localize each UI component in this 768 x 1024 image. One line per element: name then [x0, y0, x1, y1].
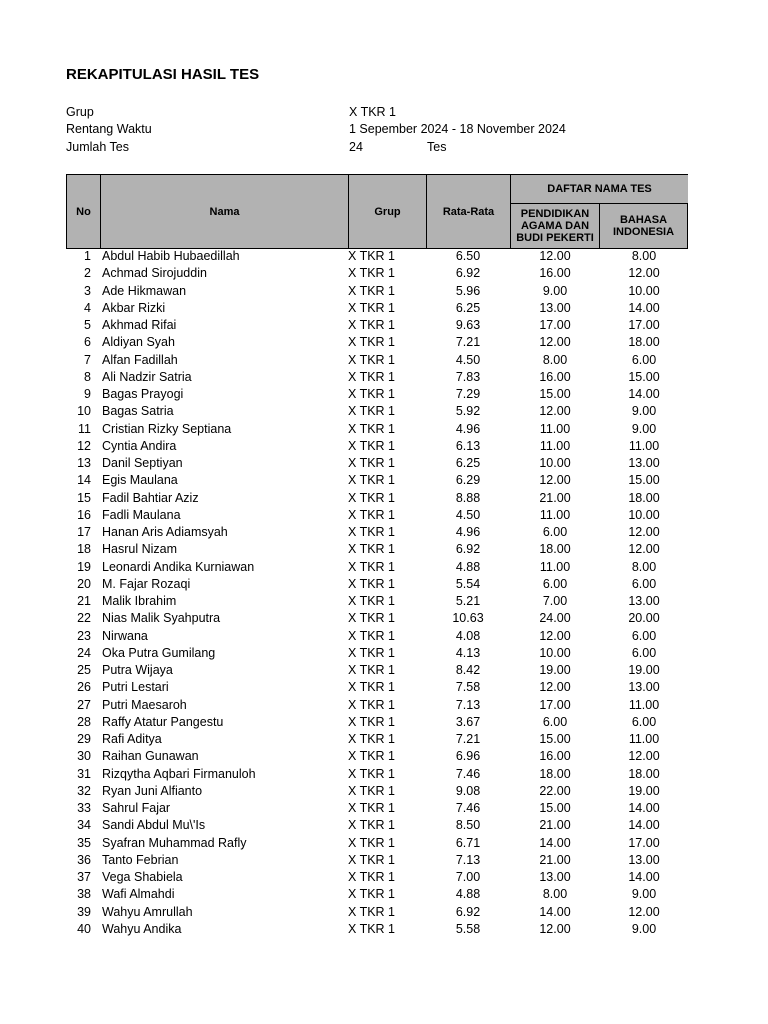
cell-grup: X TKR 1	[348, 697, 396, 712]
cell-rata-rata: 7.58	[455, 680, 481, 695]
cell-nama: Bagas Satria	[102, 404, 174, 419]
cell-rata-rata: 9.63	[455, 318, 481, 332]
cell-grup: X TKR 1	[348, 473, 396, 488]
table-row	[66, 852, 688, 869]
cell-subject-2: 14.00	[628, 818, 660, 833]
cell-nama: Rafi Aditya	[102, 732, 162, 746]
cell-rata-rata: 6.71	[455, 835, 481, 850]
cell-nama: Putri Lestari	[102, 680, 169, 695]
cell-grup: X TKR 1	[348, 318, 396, 332]
cell-no: 39	[77, 904, 91, 919]
table-row	[66, 386, 688, 403]
cell-rata-rata: 6.92	[455, 266, 481, 281]
table-row	[66, 697, 688, 714]
cell-subject-2: 8.00	[631, 249, 657, 263]
info-jumlah-value: 24	[349, 140, 363, 154]
info-rentang-value: 1 Sepember 2024 - 18 November 2024	[349, 122, 566, 136]
cell-subject-1: 21.00	[539, 490, 571, 505]
cell-subject-1: 21.00	[539, 818, 571, 833]
cell-subject-2: 15.00	[628, 473, 660, 488]
cell-rata-rata: 6.25	[455, 456, 481, 470]
cell-rata-rata: 6.96	[455, 749, 481, 764]
cell-subject-2: 18.00	[628, 335, 660, 350]
cell-nama: Syafran Muhammad Rafly	[102, 835, 247, 850]
table-row	[66, 576, 688, 593]
cell-subject-2: 14.00	[628, 870, 660, 884]
cell-subject-2: 9.00	[631, 921, 657, 936]
cell-nama: Putri Maesaroh	[102, 697, 187, 712]
cell-no: 24	[77, 645, 91, 660]
cell-grup: X TKR 1	[348, 438, 396, 453]
cell-grup: X TKR 1	[348, 714, 396, 729]
cell-grup: X TKR 1	[348, 645, 396, 660]
table-row	[66, 490, 688, 507]
cell-subject-1: 14.00	[539, 835, 571, 850]
table-row	[66, 421, 688, 438]
cell-nama: Hanan Aris Adiamsyah	[102, 525, 228, 539]
cell-nama: Oka Putra Gumilang	[102, 645, 216, 660]
cell-nama: Abdul Habib Hubaedillah	[102, 249, 240, 263]
cell-grup: X TKR 1	[348, 421, 396, 436]
cell-grup: X TKR 1	[348, 507, 396, 522]
cell-subject-2: 8.00	[631, 559, 657, 574]
cell-grup: X TKR 1	[348, 870, 396, 884]
cell-nama: Cristian Rizky Septiana	[102, 421, 232, 436]
cell-subject-2: 19.00	[628, 663, 660, 677]
cell-grup: X TKR 1	[348, 921, 396, 936]
cell-nama: Wafi Almahdi	[102, 887, 175, 902]
header-rata-rata: Rata-Rata	[426, 174, 511, 249]
cell-nama: Ryan Juni Alfianto	[102, 783, 203, 798]
cell-nama: Fadli Maulana	[102, 507, 181, 522]
cell-subject-1: 11.00	[539, 421, 571, 436]
cell-grup: X TKR 1	[348, 266, 396, 281]
cell-nama: Hasrul Nizam	[102, 542, 178, 557]
cell-rata-rata: 5.21	[455, 594, 481, 608]
cell-no: 19	[77, 559, 91, 574]
cell-no: 15	[77, 490, 91, 505]
table-row	[66, 593, 688, 610]
cell-subject-1: 7.00	[542, 594, 568, 608]
cell-subject-1: 12.00	[539, 921, 571, 936]
cell-no: 25	[77, 663, 91, 677]
cell-nama: Ade Hikmawan	[102, 283, 187, 298]
table-row	[66, 317, 688, 334]
header-no: No	[66, 174, 101, 249]
cell-subject-1: 12.00	[539, 680, 571, 695]
cell-rata-rata: 4.50	[455, 352, 481, 367]
cell-grup: X TKR 1	[348, 783, 396, 798]
table-row	[66, 248, 688, 265]
cell-nama: Vega Shabiela	[102, 870, 183, 884]
table-row	[66, 507, 688, 524]
cell-nama: Sandi Abdul Mu\'Is	[102, 818, 206, 833]
cell-no: 6	[84, 335, 91, 350]
cell-no: 36	[77, 852, 91, 867]
cell-grup: X TKR 1	[348, 628, 396, 643]
cell-subject-1: 10.00	[539, 456, 571, 470]
cell-no: 18	[77, 542, 91, 557]
cell-subject-2: 10.00	[628, 283, 660, 298]
cell-rata-rata: 7.46	[455, 801, 481, 815]
table-row	[66, 283, 688, 300]
cell-nama: M. Fajar Rozaqi	[102, 576, 191, 591]
table-row	[66, 334, 688, 351]
cell-rata-rata: 8.42	[455, 663, 481, 677]
cell-subject-2: 19.00	[628, 783, 660, 798]
cell-grup: X TKR 1	[348, 611, 396, 626]
cell-subject-2: 17.00	[628, 318, 660, 332]
table-row	[66, 921, 688, 938]
cell-grup: X TKR 1	[348, 283, 396, 298]
cell-no: 9	[84, 387, 91, 401]
cell-grup: X TKR 1	[348, 335, 396, 350]
cell-subject-1: 10.00	[539, 645, 571, 660]
cell-subject-1: 11.00	[539, 559, 571, 574]
info-jumlah-unit: Tes	[427, 140, 447, 154]
cell-rata-rata: 6.92	[455, 904, 481, 919]
cell-subject-2: 13.00	[628, 680, 660, 695]
cell-no: 14	[77, 473, 91, 488]
table-row	[66, 817, 688, 834]
cell-subject-2: 13.00	[628, 456, 660, 470]
cell-nama: Aldiyan Syah	[102, 335, 175, 350]
cell-subject-2: 13.00	[628, 594, 660, 608]
cell-subject-1: 12.00	[539, 404, 571, 419]
cell-no: 16	[77, 507, 91, 522]
cell-grup: X TKR 1	[348, 456, 396, 470]
cell-subject-2: 12.00	[628, 525, 660, 539]
cell-subject-1: 22.00	[539, 783, 571, 798]
info-grup-value: X TKR 1	[349, 105, 397, 119]
cell-subject-2: 12.00	[628, 266, 660, 281]
table-row	[66, 300, 688, 317]
cell-grup: X TKR 1	[348, 559, 396, 574]
cell-no: 28	[77, 714, 91, 729]
cell-subject-2: 9.00	[631, 887, 657, 902]
cell-subject-2: 20.00	[628, 611, 660, 626]
cell-rata-rata: 7.29	[455, 387, 481, 401]
cell-subject-1: 17.00	[539, 697, 571, 712]
cell-rata-rata: 6.25	[455, 300, 481, 315]
table-row	[66, 835, 688, 852]
cell-subject-2: 13.00	[628, 852, 660, 867]
table-row	[66, 541, 688, 558]
cell-subject-2: 18.00	[628, 766, 660, 781]
table-row	[66, 800, 688, 817]
table-row	[66, 369, 688, 386]
cell-grup: X TKR 1	[348, 749, 396, 764]
cell-subject-1: 15.00	[539, 732, 571, 746]
cell-rata-rata: 5.58	[455, 921, 481, 936]
cell-subject-2: 9.00	[631, 421, 657, 436]
cell-no: 12	[77, 438, 91, 453]
cell-grup: X TKR 1	[348, 835, 396, 850]
table-row	[66, 559, 688, 576]
table-row	[66, 748, 688, 765]
cell-no: 27	[77, 697, 91, 712]
cell-subject-1: 12.00	[539, 473, 571, 488]
cell-subject-2: 12.00	[628, 749, 660, 764]
cell-grup: X TKR 1	[348, 542, 396, 557]
cell-subject-2: 14.00	[628, 387, 660, 401]
cell-nama: Sahrul Fajar	[102, 801, 171, 815]
cell-subject-1: 15.00	[539, 801, 571, 815]
cell-no: 11	[78, 421, 91, 436]
cell-subject-2: 18.00	[628, 490, 660, 505]
cell-no: 32	[77, 783, 91, 798]
cell-subject-2: 6.00	[631, 576, 657, 591]
cell-rata-rata: 7.00	[455, 870, 481, 884]
cell-rata-rata: 4.88	[455, 887, 481, 902]
cell-nama: Raffy Atatur Pangestu	[102, 714, 224, 729]
cell-no: 17	[77, 525, 91, 539]
cell-no: 22	[77, 611, 91, 626]
table-row	[66, 869, 688, 886]
cell-no: 40	[77, 921, 91, 936]
cell-no: 5	[84, 318, 91, 332]
table-row	[66, 472, 688, 489]
table-row	[66, 438, 688, 455]
cell-nama: Danil Septiyan	[102, 456, 183, 470]
cell-subject-1: 16.00	[539, 369, 571, 384]
cell-rata-rata: 6.13	[455, 438, 481, 453]
cell-rata-rata: 8.88	[455, 490, 481, 505]
info-jumlah-label: Jumlah Tes	[66, 140, 129, 154]
cell-no: 23	[77, 628, 91, 643]
cell-rata-rata: 6.50	[455, 249, 481, 263]
cell-nama: Ali Nadzir Satria	[102, 369, 192, 384]
cell-no: 4	[84, 300, 91, 315]
cell-nama: Achmad Sirojuddin	[102, 266, 207, 281]
cell-subject-1: 8.00	[542, 887, 568, 902]
table-row	[66, 645, 688, 662]
cell-subject-1: 18.00	[539, 766, 571, 781]
cell-no: 33	[77, 801, 91, 815]
cell-subject-2: 11.00	[628, 732, 660, 746]
cell-nama: Rizqytha Aqbari Firmanuloh	[102, 766, 256, 781]
cell-rata-rata: 4.13	[455, 645, 481, 660]
cell-no: 1	[84, 249, 91, 263]
cell-subject-1: 6.00	[542, 714, 568, 729]
cell-grup: X TKR 1	[348, 818, 396, 833]
cell-subject-2: 14.00	[628, 801, 660, 815]
header-subject-1: PENDIDIKAN AGAMA DAN BUDI PEKERTI	[510, 203, 600, 249]
cell-nama: Akbar Rizki	[102, 300, 166, 315]
cell-grup: X TKR 1	[348, 369, 396, 384]
cell-subject-2: 10.00	[628, 507, 660, 522]
cell-nama: Bagas Prayogi	[102, 387, 184, 401]
cell-nama: Cyntia Andira	[102, 438, 177, 453]
cell-no: 26	[77, 680, 91, 695]
cell-subject-2: 12.00	[628, 904, 660, 919]
cell-grup: X TKR 1	[348, 387, 396, 401]
table-row	[66, 352, 688, 369]
cell-rata-rata: 5.92	[455, 404, 481, 419]
table-row	[66, 766, 688, 783]
cell-grup: X TKR 1	[348, 404, 396, 419]
cell-grup: X TKR 1	[348, 525, 396, 539]
header-grup: Grup	[348, 174, 427, 249]
cell-subject-1: 12.00	[539, 249, 571, 263]
table-row	[66, 679, 688, 696]
cell-no: 10	[77, 404, 91, 419]
cell-grup: X TKR 1	[348, 766, 396, 781]
cell-subject-1: 11.00	[539, 507, 571, 522]
cell-rata-rata: 4.88	[455, 559, 481, 574]
cell-rata-rata: 7.13	[455, 852, 481, 867]
cell-rata-rata: 6.29	[455, 473, 481, 488]
cell-nama: Alfan Fadillah	[102, 352, 178, 367]
cell-subject-2: 11.00	[628, 438, 660, 453]
cell-no: 7	[84, 352, 91, 367]
cell-subject-1: 12.00	[539, 628, 571, 643]
cell-nama: Fadil Bahtiar Aziz	[102, 490, 199, 505]
cell-nama: Malik Ibrahim	[102, 594, 177, 608]
table-row	[66, 714, 688, 731]
cell-subject-1: 16.00	[539, 266, 571, 281]
header-subject-2: BAHASA INDONESIA	[599, 203, 688, 249]
cell-rata-rata: 4.96	[455, 421, 481, 436]
cell-subject-1: 9.00	[542, 283, 568, 298]
cell-nama: Wahyu Andika	[102, 921, 182, 936]
cell-subject-1: 6.00	[542, 576, 568, 591]
table-row	[66, 662, 688, 679]
cell-no: 13	[77, 456, 91, 470]
cell-subject-1: 17.00	[539, 318, 571, 332]
cell-subject-1: 18.00	[539, 542, 571, 557]
cell-subject-2: 15.00	[628, 369, 660, 384]
cell-subject-2: 9.00	[631, 404, 657, 419]
cell-grup: X TKR 1	[348, 887, 396, 902]
cell-grup: X TKR 1	[348, 352, 396, 367]
cell-nama: Akhmad Rifai	[102, 318, 177, 332]
cell-rata-rata: 7.21	[455, 732, 481, 746]
cell-subject-1: 6.00	[542, 525, 568, 539]
cell-nama: Nias Malik Syahputra	[102, 611, 221, 626]
cell-subject-1: 13.00	[539, 870, 571, 884]
cell-subject-2: 11.00	[628, 697, 660, 712]
cell-grup: X TKR 1	[348, 594, 396, 608]
cell-grup: X TKR 1	[348, 680, 396, 695]
cell-no: 29	[77, 732, 91, 746]
cell-subject-2: 6.00	[631, 645, 657, 660]
cell-rata-rata: 6.92	[455, 542, 481, 557]
cell-no: 3	[84, 283, 91, 298]
cell-nama: Nirwana	[102, 628, 148, 643]
cell-no: 35	[77, 835, 91, 850]
cell-no: 30	[77, 749, 91, 764]
table-row	[66, 403, 688, 420]
cell-rata-rata: 7.46	[455, 766, 481, 781]
cell-rata-rata: 10.63	[452, 611, 484, 626]
cell-subject-1: 21.00	[539, 852, 571, 867]
cell-subject-2: 12.00	[628, 542, 660, 557]
cell-subject-1: 24.00	[539, 611, 571, 626]
cell-nama: Raihan Gunawan	[102, 749, 199, 764]
cell-grup: X TKR 1	[348, 732, 396, 746]
table-row	[66, 610, 688, 627]
cell-rata-rata: 4.08	[455, 628, 481, 643]
table-row	[66, 886, 688, 903]
cell-grup: X TKR 1	[348, 249, 396, 263]
header-daftar-nama-tes: DAFTAR NAMA TES	[510, 174, 688, 204]
cell-grup: X TKR 1	[348, 490, 396, 505]
table-row	[66, 731, 688, 748]
table-row	[66, 628, 688, 645]
report-title: REKAPITULASI HASIL TES	[66, 66, 260, 83]
cell-rata-rata: 4.96	[455, 525, 481, 539]
table-row	[66, 265, 688, 282]
cell-no: 34	[77, 818, 91, 833]
cell-rata-rata: 5.54	[455, 576, 481, 591]
info-grup-label: Grup	[66, 105, 94, 119]
cell-no: 20	[77, 576, 91, 591]
cell-nama: Egis Maulana	[102, 473, 178, 488]
cell-subject-1: 14.00	[539, 904, 571, 919]
cell-subject-1: 13.00	[539, 300, 571, 315]
cell-rata-rata: 5.96	[455, 283, 481, 298]
cell-grup: X TKR 1	[348, 663, 396, 677]
cell-no: 38	[77, 887, 91, 902]
cell-rata-rata: 7.21	[455, 335, 481, 350]
cell-grup: X TKR 1	[348, 300, 396, 315]
cell-nama: Tanto Febrian	[102, 852, 179, 867]
cell-no: 31	[77, 766, 91, 781]
cell-subject-1: 19.00	[539, 663, 571, 677]
cell-no: 2	[84, 266, 91, 281]
cell-subject-1: 12.00	[539, 335, 571, 350]
cell-subject-2: 17.00	[628, 835, 660, 850]
cell-grup: X TKR 1	[348, 576, 396, 591]
table-row	[66, 524, 688, 541]
cell-subject-1: 11.00	[539, 438, 571, 453]
cell-rata-rata: 7.13	[455, 697, 481, 712]
cell-subject-2: 6.00	[631, 714, 657, 729]
cell-subject-2: 6.00	[631, 352, 657, 367]
cell-rata-rata: 7.83	[455, 369, 481, 384]
cell-subject-1: 8.00	[542, 352, 568, 367]
cell-rata-rata: 3.67	[455, 714, 481, 729]
cell-no: 37	[77, 870, 91, 884]
cell-subject-1: 16.00	[539, 749, 571, 764]
cell-nama: Leonardi Andika Kurniawan	[102, 559, 255, 574]
header-nama: Nama	[100, 174, 349, 249]
table-row	[66, 455, 688, 472]
info-rentang-label: Rentang Waktu	[66, 122, 152, 136]
cell-subject-2: 6.00	[631, 628, 657, 643]
cell-grup: X TKR 1	[348, 904, 396, 919]
cell-grup: X TKR 1	[348, 801, 396, 815]
table-row	[66, 783, 688, 800]
cell-no: 21	[77, 594, 91, 608]
cell-rata-rata: 8.50	[455, 818, 481, 833]
table-row	[66, 904, 688, 921]
cell-nama: Wahyu Amrullah	[102, 904, 193, 919]
cell-rata-rata: 4.50	[455, 507, 481, 522]
cell-no: 8	[84, 369, 91, 384]
table-body	[66, 248, 688, 938]
cell-grup: X TKR 1	[348, 852, 396, 867]
cell-subject-2: 14.00	[628, 300, 660, 315]
cell-subject-1: 15.00	[539, 387, 571, 401]
cell-nama: Putra Wijaya	[102, 663, 173, 677]
cell-rata-rata: 9.08	[455, 783, 481, 798]
